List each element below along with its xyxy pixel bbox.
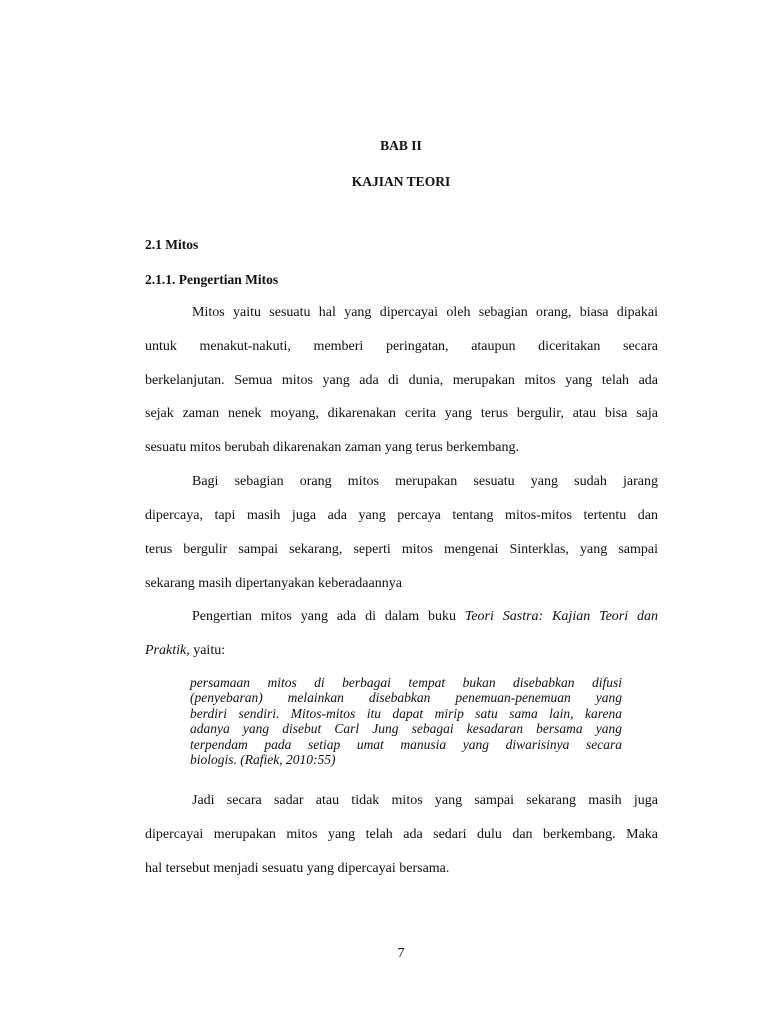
paragraph-1-line: sesuatu mitos berubah dikarenakan zaman yang terus berkembang. xyxy=(145,440,519,455)
paragraph-2-line: sekarang masih dipertanyakan keberadaannya xyxy=(145,576,402,591)
quote-line: terpendam pada setiap umat manusia yang diwarisinya secara xyxy=(190,737,622,752)
quote-line: biologis. (Rafiek, 2010:55) xyxy=(190,752,336,767)
quote-line: berdiri sendiri. Mitos-mitos itu dapat mirip satu sama lain, karena xyxy=(190,706,622,721)
paragraph-2-line: terus bergulir sampai sekarang, seperti mitos mengenai Sinterklas, yang sampai xyxy=(145,542,658,557)
paragraph-1-line: sejak zaman nenek moyang, dikarenakan cerita yang terus bergulir, atau bisa saja xyxy=(145,406,658,421)
paragraph-3-lead: Pengertian mitos yang ada di dalam buku xyxy=(192,609,456,624)
paragraph-2-line: Bagi sebagian orang mitos merupakan sesuatu yang sudah jarang xyxy=(192,474,658,489)
paragraph-3-line xyxy=(192,607,658,627)
paragraph-4-line: dipercayai merupakan mitos yang telah ada sedari dulu dan berkembang. Maka xyxy=(145,827,658,842)
book-title-continued: Praktik, xyxy=(145,643,190,658)
quote-line: (penyebaran) melainkan disebabkan penemuan-penemuan yang xyxy=(190,690,622,705)
quote-line: persamaan mitos di berbagai tempat bukan disebabkan difusi xyxy=(190,675,622,690)
section-heading: 2.1 Mitos xyxy=(145,237,199,252)
paragraph-1-line: berkelanjutan. Semua mitos yang ada di dunia, merupakan mitos yang telah ada xyxy=(145,373,658,388)
paragraph-4-line: Jadi secara sadar atau tidak mitos yang sampai sekarang masih juga xyxy=(192,793,658,808)
chapter-title: KAJIAN TEORI xyxy=(351,174,451,189)
paragraph-1-line: Mitos yaitu sesuatu hal yang dipercayai oleh sebagian orang, biasa dipakai xyxy=(192,305,658,320)
subsection-heading: 2.1.1. Pengertian Mitos xyxy=(145,272,279,287)
paragraph-4-line: hal tersebut menjadi sesuatu yang dipercayai bersama. xyxy=(145,861,450,876)
book-title: Teori Sastra: Kajian Teori dan xyxy=(464,609,659,624)
paragraph-3-line xyxy=(145,641,658,661)
paragraph-1-line: untuk menakut-nakuti, memberi peringatan, ataupun diceritakan secara xyxy=(145,339,658,354)
paragraph-3-tail: yaitu: xyxy=(193,643,226,658)
page-number: 7 xyxy=(397,946,405,961)
quote-line: adanya yang disebut Carl Jung sebagai kesadaran bersama yang xyxy=(190,721,622,736)
chapter-number: BAB II xyxy=(380,138,422,153)
paragraph-2-line: dipercaya, tapi masih juga ada yang percaya tentang mitos-mitos tertentu dan xyxy=(145,508,658,523)
